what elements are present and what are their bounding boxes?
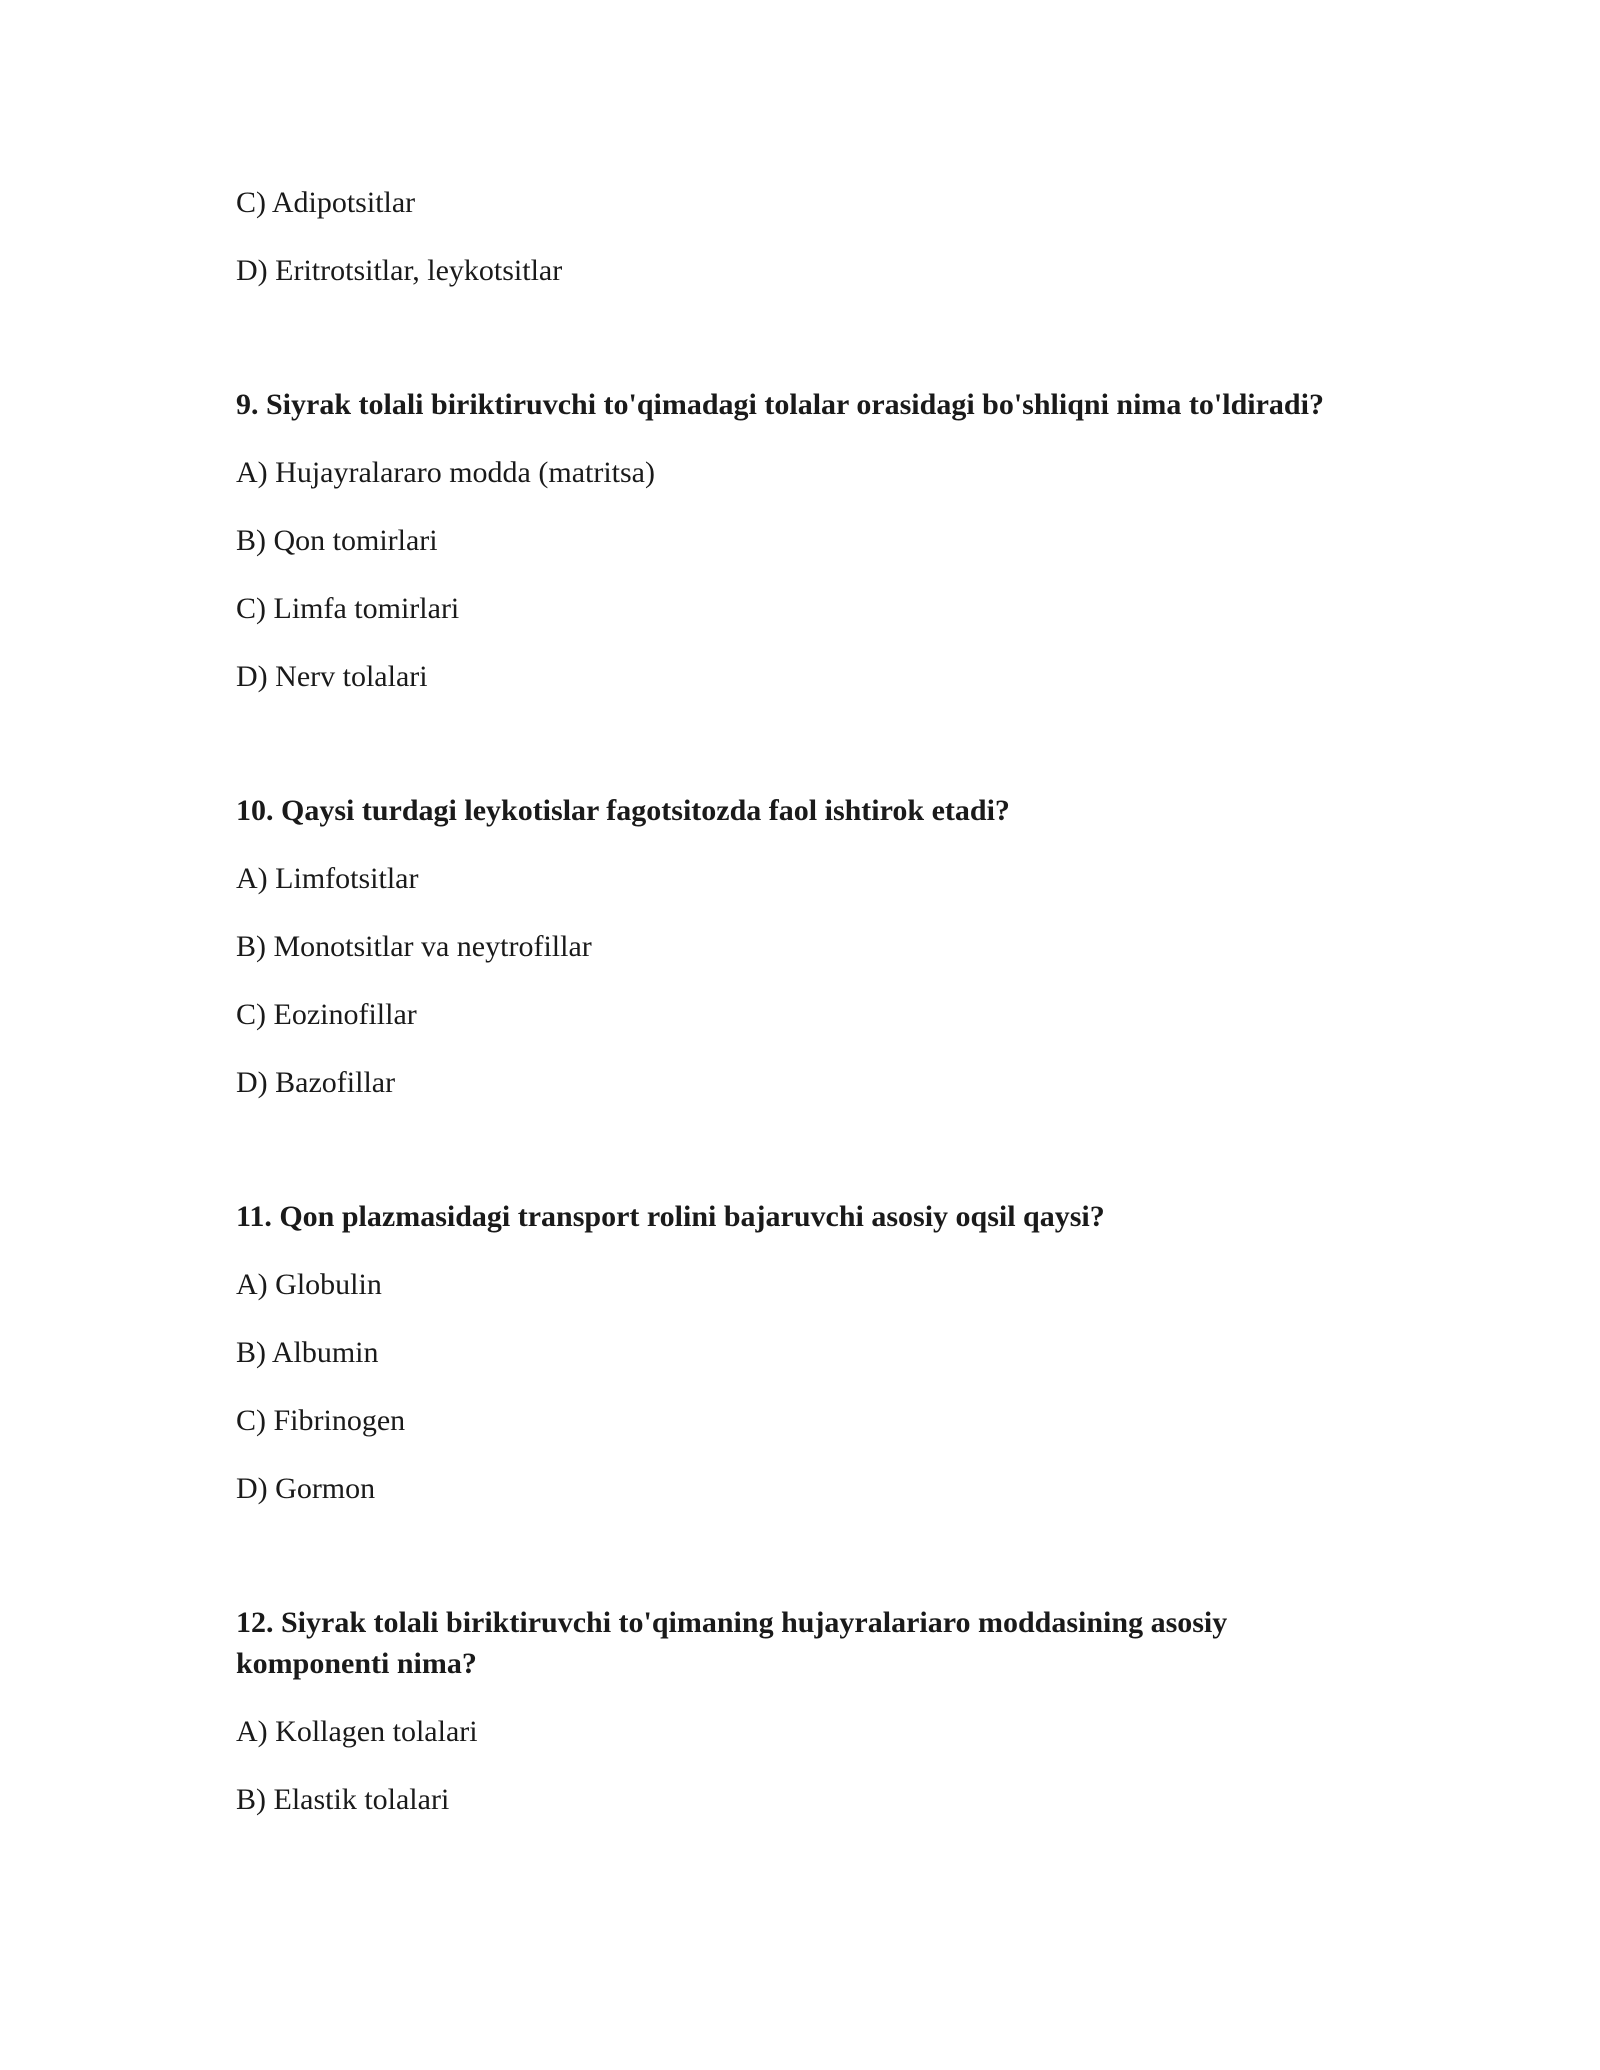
answer-option: A) Hujayralararo modda (matritsa) [236,456,655,489]
answer-option: D) Bazofillar [236,1066,396,1099]
question-block-12 [236,1602,1336,1820]
document-page [236,182,1336,1847]
spacer [236,318,1336,384]
answer-option: C) Limfa tomirlari [236,592,460,625]
question-block-8-tail [236,182,1336,291]
question-text: 11. Qon plazmasidagi transport rolini bajaruvchi asosiy oqsil qaysi? [236,1200,1105,1233]
answer-option: C) Eozinofillar [236,998,417,1031]
answer-option: D) Eritrotsitlar, leykotsitlar [236,254,563,287]
answer-option: B) Monotsitlar va neytrofillar [236,930,592,963]
answer-option: A) Kollagen tolalari [236,1715,478,1748]
answer-option: C) Adipotsitlar [236,186,416,219]
question-text: 10. Qaysi turdagi leykotislar fagotsitozda faol ishtirok etadi? [236,794,1010,827]
question-text: 12. Siyrak tolali biriktiruvchi to'qimaning hujayralariaro moddasining asosiy komponenti nima? [236,1606,1228,1680]
question-text: 9. Siyrak tolali biriktiruvchi to'qimadagi tolalar orasidagi bo'shliqni nima to'ldiradi? [236,388,1324,421]
answer-option: D) Gormon [236,1472,376,1505]
spacer [236,1130,1336,1196]
spacer [236,1536,1336,1602]
question-block-11 [236,1196,1336,1509]
answer-option: B) Qon tomirlari [236,524,438,557]
answer-option: B) Albumin [236,1336,379,1369]
spacer [236,724,1336,790]
answer-option: C) Fibrinogen [236,1404,406,1437]
answer-option: A) Globulin [236,1268,382,1301]
question-block-10 [236,790,1336,1103]
answer-option: D) Nerv tolalari [236,660,428,693]
answer-option: B) Elastik tolalari [236,1783,450,1816]
answer-option: A) Limfotsitlar [236,862,419,895]
question-block-9 [236,384,1336,697]
